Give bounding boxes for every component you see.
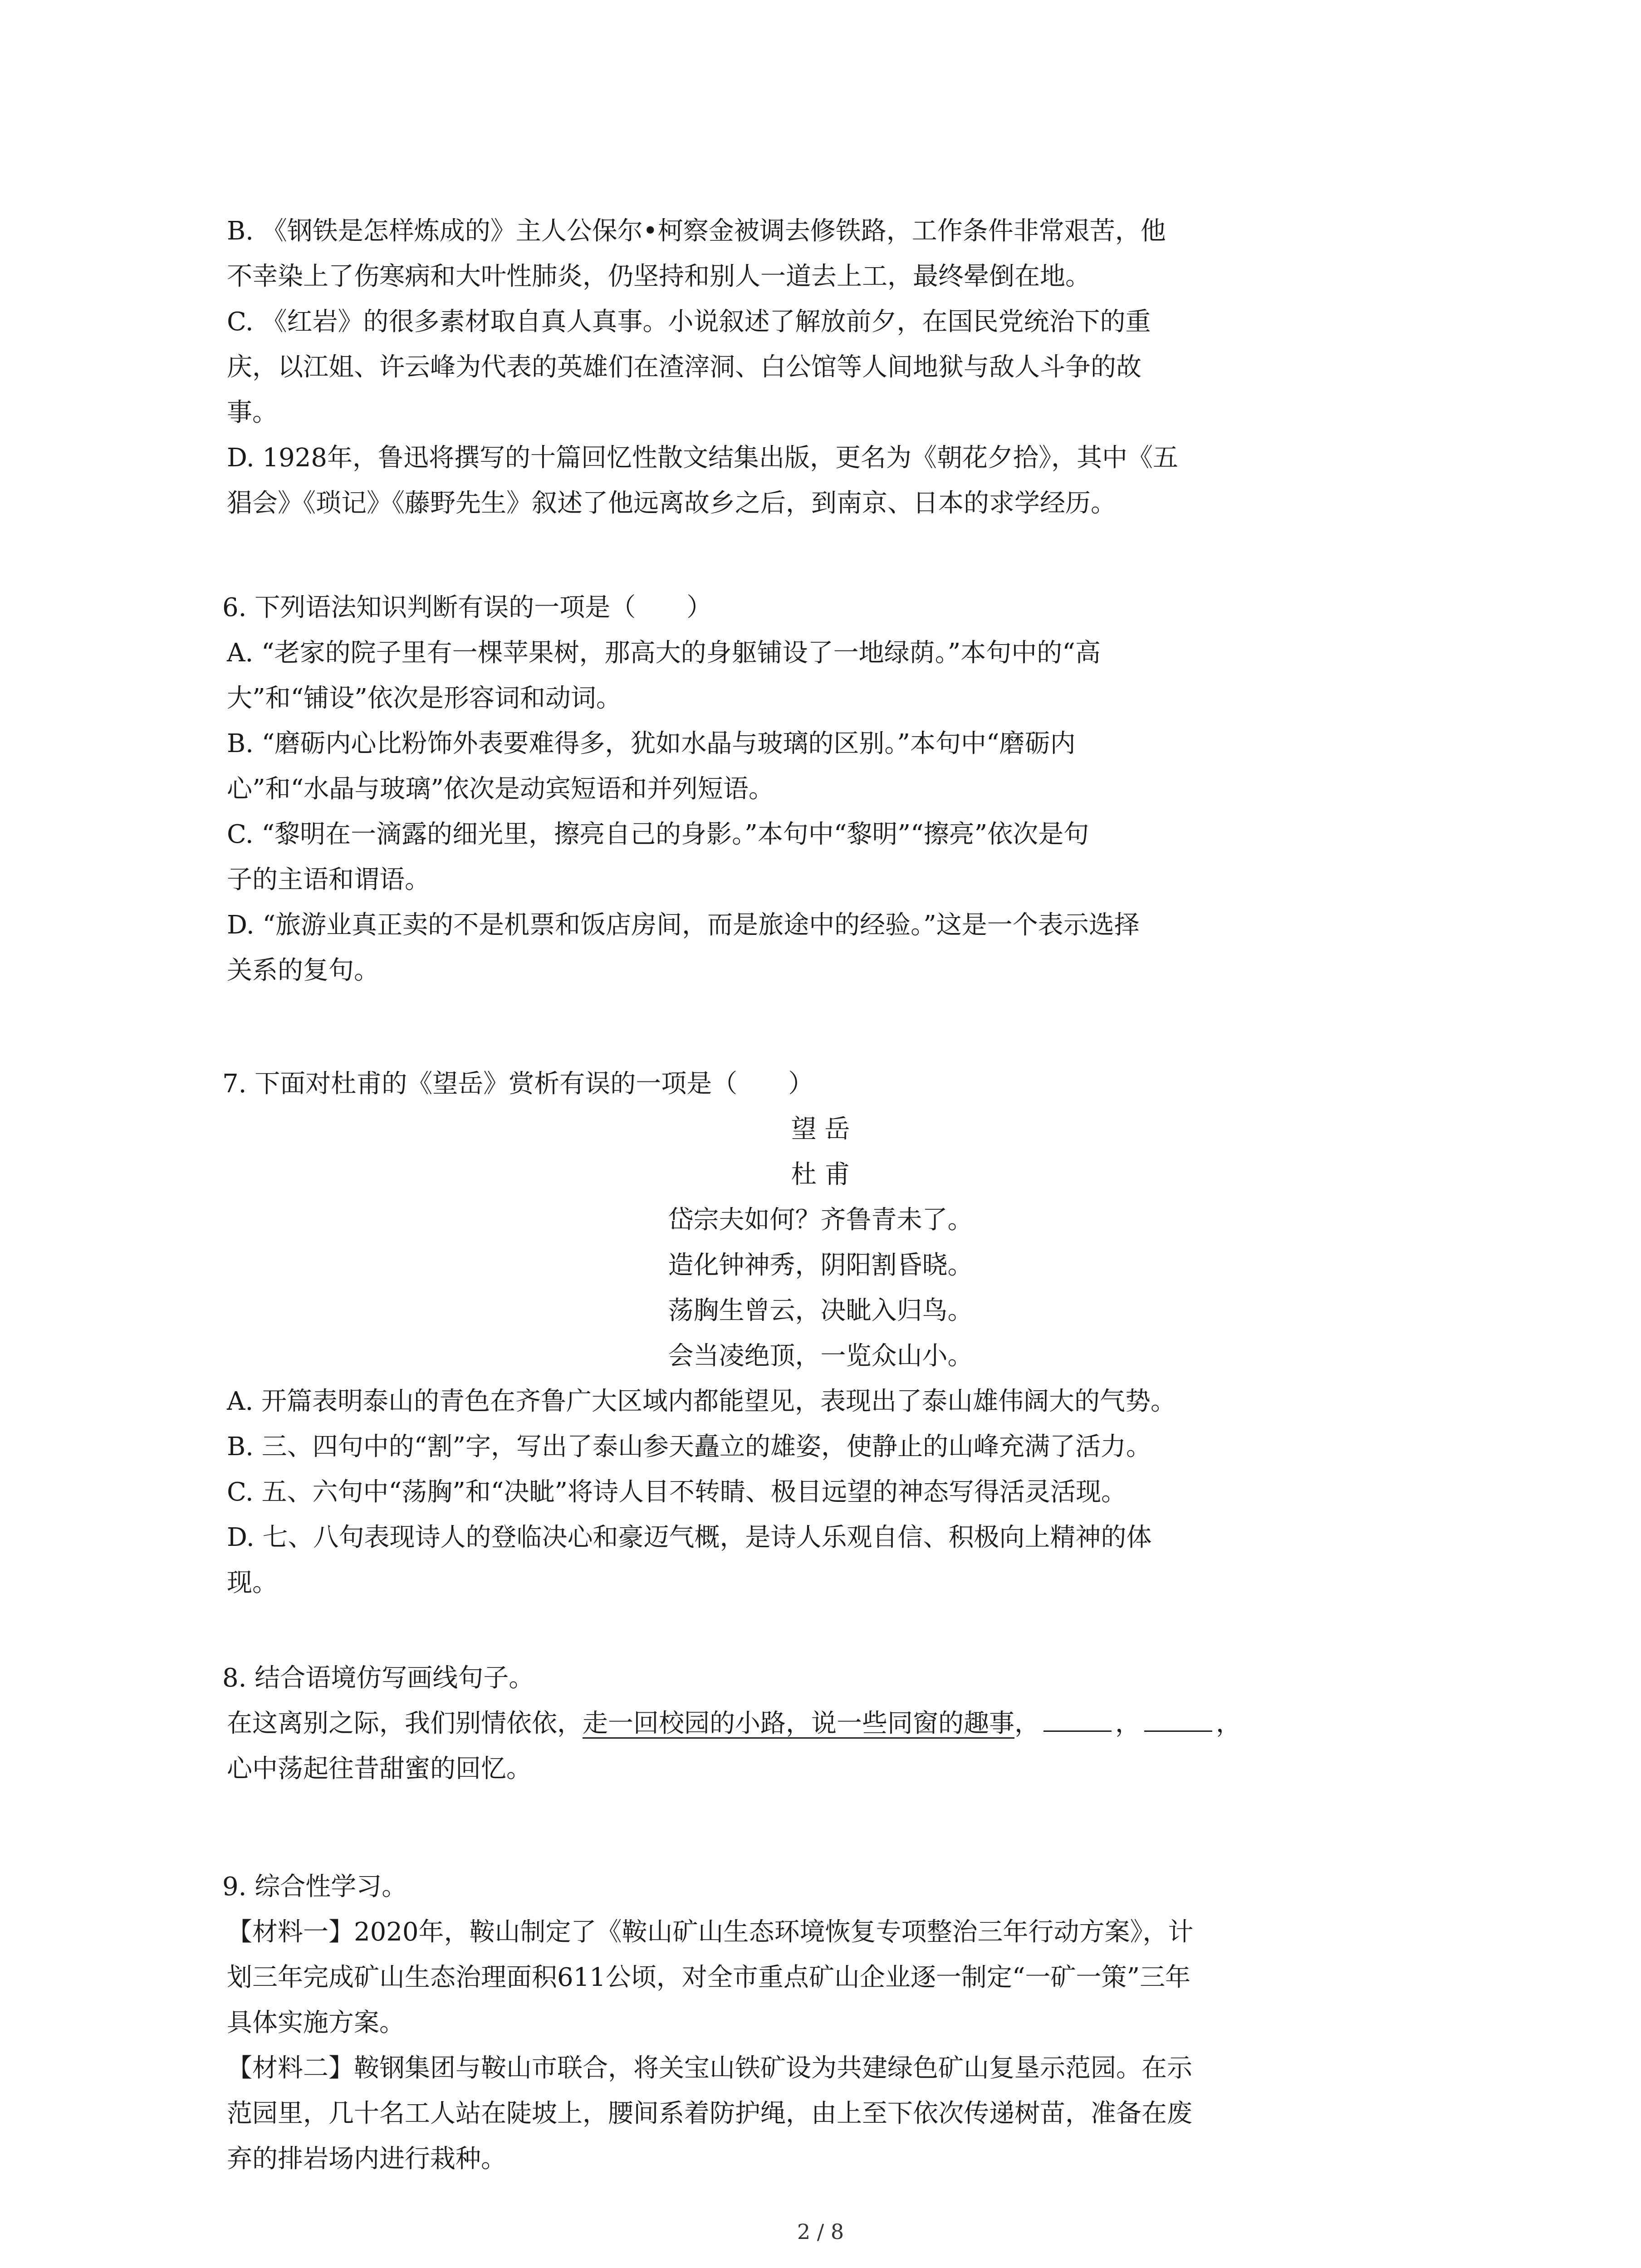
poem-line-4: 会当凌绝顶，一览众山小。 <box>668 1341 973 1371</box>
q6-option-c-line2: 子的主语和谓语。 <box>227 865 430 894</box>
q6-option-b-line1: B. “磨砺内心比粉饰外表要难得多，犹如水晶与玻璃的区别。”本句中“磨砺内 <box>227 729 1076 758</box>
q5-option-c-line1: C. 《红岩》的很多素材取自真人真事。小说叙述了解放前夕，在国民党统治下的重 <box>227 307 1151 337</box>
poem <box>0 1107 1641 1379</box>
q7-option-a: A. 开篇表明泰山的青色在齐鲁广大区域内都能望见，表现出了泰山雄伟阔大的气势。 <box>227 1387 1176 1416</box>
q9-material2-line2: 范园里，几十名工人站在陡坡上，腰间系着防护绳，由上至下依次传递树苗，准备在废 <box>227 2099 1192 2128</box>
q8-underlined-sentence: 走一回校园的小路，说一些同窗的趣事 <box>583 1709 1014 1738</box>
q6-option-d-line2: 关系的复句。 <box>227 956 379 985</box>
q6-option-c-line1: C. “黎明在一滴露的细光里，擦亮自己的身影。”本句中“黎明”“擦亮”依次是句 <box>227 820 1089 849</box>
q5-option-b-line2: 不幸染上了伤寒病和大叶性肺炎，仍坚持和别人一道去上工，最终晕倒在地。 <box>227 262 1091 291</box>
q7-option-d-line2: 现。 <box>227 1568 278 1598</box>
q6-heading: 6. 下列语法知识判断有误的一项是（ ） <box>222 593 712 622</box>
q8-context-text: 在这离别之际，我们别情依依， <box>227 1709 583 1738</box>
q8-heading: 8. 结合语境仿写画线句子。 <box>222 1663 534 1693</box>
q8-comma-1: ， <box>1014 1709 1040 1738</box>
q7-heading: 7. 下面对杜甫的《望岳》赏析有误的一项是（ ） <box>222 1069 814 1099</box>
q9-material1-line1: 【材料一】2020年，鞍山制定了《鞍山矿山生态环境恢复专项整治三年行动方案》，计 <box>227 1917 1194 1947</box>
q5-option-d-line2: 猖会》《琐记》《藤野先生》叙述了他远离故乡之后，到南京、日本的求学经历。 <box>227 489 1116 518</box>
poem-line-1: 岱宗夫如何？齐鲁青未了。 <box>668 1205 973 1235</box>
q7-option-b: B. 三、四句中的“割”字，写出了泰山参天矗立的雄姿，使静止的山峰充满了活力。 <box>227 1432 1152 1461</box>
q9-materials <box>227 1910 1443 2182</box>
q9-material2-line1: 【材料二】鞍钢集团与鞍山市联合，将关宝山铁矿设为共建绿色矿山复垦示范园。在示 <box>227 2053 1192 2083</box>
q8-body <box>227 1701 1443 1792</box>
poem-line-3: 荡胸生曾云，决眦入归鸟。 <box>668 1296 973 1325</box>
q5-option-c-line3: 事。 <box>227 398 278 427</box>
page-number: 2 / 8 <box>797 2219 844 2244</box>
q9-material2-line3: 弃的排岩场内进行栽种。 <box>227 2144 506 2174</box>
q6-option-a-line2: 大”和“铺设”依次是形容词和动词。 <box>227 684 622 713</box>
poem-author: 杜 甫 <box>791 1160 850 1189</box>
q6-option-d-line1: D. “旅游业真正卖的不是机票和饭店房间，而是旅途中的经验。”这是一个表示选择 <box>227 910 1140 940</box>
poem-line-2: 造化钟神秀，阴阳割昏晓。 <box>668 1251 973 1280</box>
q7-options <box>227 1379 1443 1606</box>
q6-options <box>227 631 1443 993</box>
q6-option-b-line2: 心”和“水晶与玻璃”依次是动宾短语和并列短语。 <box>227 774 774 804</box>
q9-material1-line3: 具体实施方案。 <box>227 2008 405 2038</box>
q9-material1-line2: 划三年完成矿山生态治理面积611公顷，对全市重点矿山企业逐一制定“一矿一策”三年 <box>227 1963 1191 1992</box>
q5-option-b-line1: B. 《钢铁是怎样炼成的》主人公保尔•柯察金被调去修铁路，工作条件非常艰苦，他 <box>227 216 1166 246</box>
q7-option-d-line1: D. 七、八句表现诗人的登临决心和豪迈气概，是诗人乐观自信、积极向上精神的体 <box>227 1523 1152 1552</box>
q5-option-d-line1: D. 1928年，鲁迅将撰写的十篇回忆性散文结集出版，更名为《朝花夕拾》，其中《五 <box>227 443 1179 473</box>
q8-answer-blank-2[interactable] <box>1144 1703 1212 1732</box>
q6-option-a-line1: A. “老家的院子里有一棵苹果树，那高大的身躯铺设了一地绿荫。”本句中的“高 <box>227 638 1101 668</box>
q8-comma-2: ， <box>1115 1709 1141 1738</box>
q7-option-c: C. 五、六句中“荡胸”和“决眦”将诗人目不转睛、极目远望的神态写得活灵活现。 <box>227 1477 1127 1507</box>
q5-options <box>227 209 1443 526</box>
poem-title: 望 岳 <box>791 1114 850 1144</box>
q8-line1 <box>227 1701 1443 1746</box>
q8-answer-blank-1[interactable] <box>1043 1703 1112 1732</box>
q8-comma-3: ， <box>1216 1709 1241 1738</box>
q9-heading: 9. 综合性学习。 <box>222 1872 407 1901</box>
q8-line2: 心中荡起往昔甜蜜的回忆。 <box>227 1754 532 1784</box>
q5-option-c-line2: 庆，以江姐、许云峰为代表的英雄们在渣滓洞、白公馆等人间地狱与敌人斗争的故 <box>227 352 1141 382</box>
